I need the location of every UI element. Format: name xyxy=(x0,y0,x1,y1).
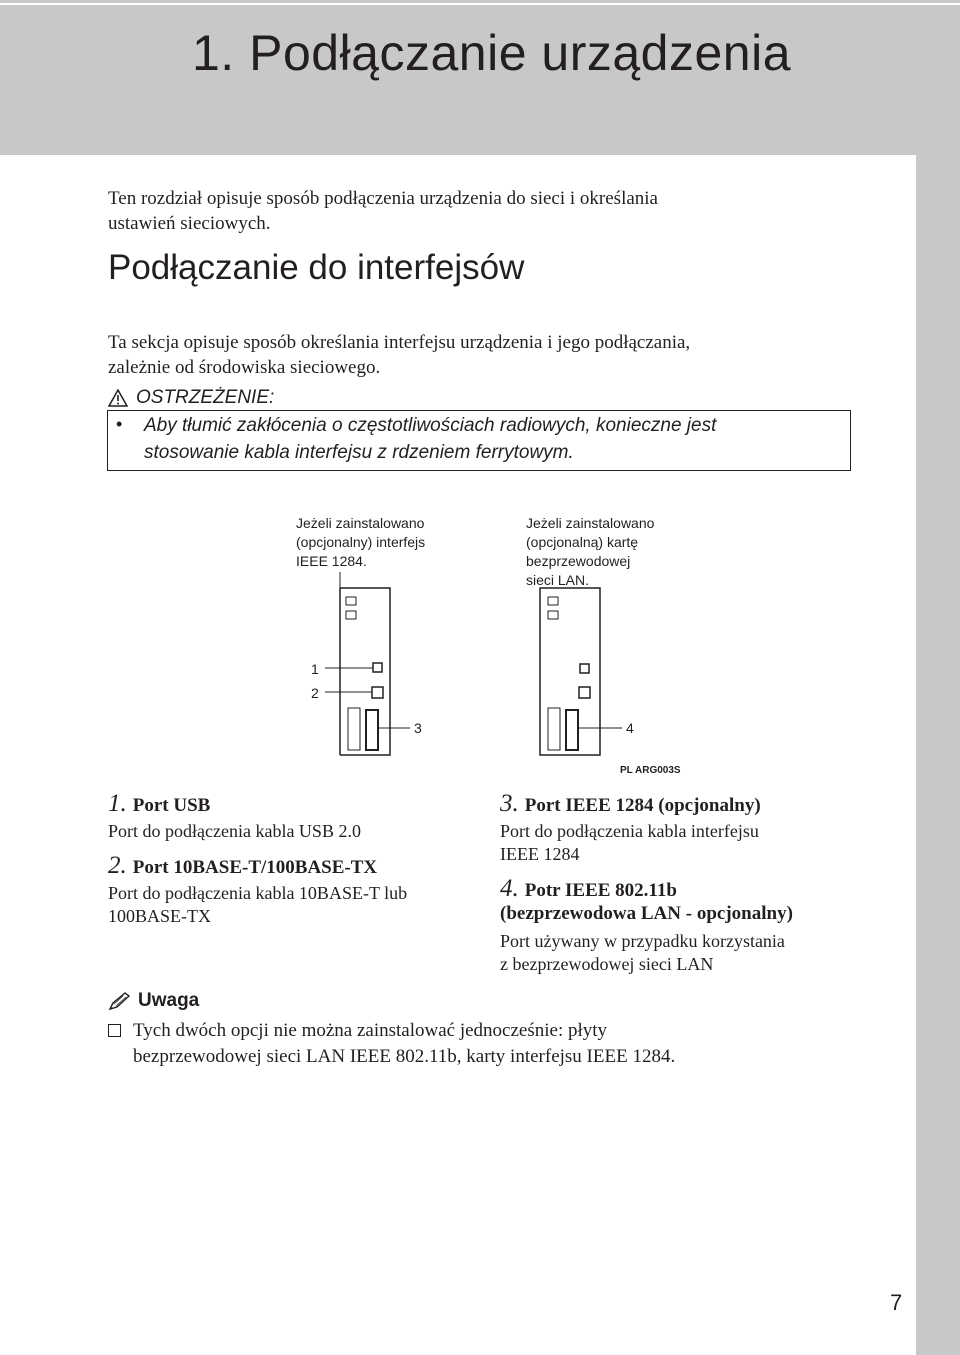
item-3-title: Port IEEE 1284 (opcjonalny) xyxy=(524,795,761,816)
item-2-desc-line-2: 100BASE-TX xyxy=(108,906,211,926)
warning-line-2: stosowanie kabla interfejsu z rdzeniem ferrytowym. xyxy=(144,442,574,463)
section-line-1: Ta sekcja opisuje sposób określania interfejsu urządzenia i jego podłączania, xyxy=(108,332,691,353)
item-4-desc-line-1: Port używany w przypadku korzystania xyxy=(500,931,785,951)
item-4-heading xyxy=(500,875,677,903)
item-2-title: Port 10BASE-T/100BASE-TX xyxy=(132,857,378,878)
pencil-note-icon xyxy=(108,991,132,1011)
note-heading-text: Uwaga xyxy=(138,990,200,1011)
warning-heading-text: OSTRZEŻENIE: xyxy=(136,387,275,408)
callout-2: 2 xyxy=(311,685,319,701)
right-caption-line-2: (opcjonalną) kartę xyxy=(526,534,639,550)
note-text xyxy=(133,1018,833,1070)
item-2-heading xyxy=(108,852,377,880)
section-heading: Podłączanie do interfejsów xyxy=(108,248,525,287)
item-4-title-line-2: (bezprzewodowa LAN - opcjonalny) xyxy=(500,903,793,924)
warning-bullet: • xyxy=(116,414,123,434)
chapter-title: 1. Podłączanie urządzenia xyxy=(192,25,791,81)
left-caption-line-2: (opcjonalny) interfejs xyxy=(296,534,426,550)
item-3-desc-line-1: Port do podłączenia kabla interfejsu xyxy=(500,821,759,841)
right-caption-line-1: Jeżeli zainstalowano xyxy=(526,515,655,531)
item-1-number: 1. xyxy=(108,790,127,817)
item-4-title: Potr IEEE 802.11b xyxy=(524,880,677,901)
figure-code: PL ARG003S xyxy=(620,765,681,776)
callout-4: 4 xyxy=(626,720,634,736)
right-device-panel xyxy=(540,588,600,755)
warning-line-1: Aby tłumić zakłócenia o częstotliwościach radiowych, konieczne jest xyxy=(144,415,717,436)
intro-line-1: Ten rozdział opisuje sposób podłączenia urządzenia do sieci i określania xyxy=(108,188,658,209)
callout-3: 3 xyxy=(414,720,422,736)
item-3-number: 3. xyxy=(500,790,519,817)
usb-port-icon xyxy=(373,663,382,672)
page-number: 7 xyxy=(890,1290,903,1315)
note-checkbox-icon xyxy=(108,1024,121,1037)
wireless-lan-port-icon xyxy=(566,710,578,750)
left-caption-line-3: IEEE 1284. xyxy=(296,553,367,569)
item-2-desc-line-1: Port do podłączenia kabla 10BASE-T lub xyxy=(108,883,408,903)
ethernet-port-icon xyxy=(372,687,383,698)
item-1-desc: Port do podłączenia kabla USB 2.0 xyxy=(108,821,361,841)
item-1-title: Port USB xyxy=(132,795,211,816)
ieee1284-port-icon xyxy=(366,710,378,750)
intro-line-2: ustawień sieciowych. xyxy=(108,213,271,234)
section-line-2: zależnie od środowiska sieciowego. xyxy=(108,357,381,378)
note-line-2: bezprzewodowej sieci LAN IEEE 802.11b, karty interfejsu IEEE 1284. xyxy=(133,1046,676,1067)
right-caption-line-4: sieci LAN. xyxy=(526,572,590,588)
right-caption-line-3: bezprzewodowej xyxy=(526,553,631,569)
note-line-1: Tych dwóch opcji nie można zainstalować jednocześnie: płyty xyxy=(133,1020,608,1041)
item-2-number: 2. xyxy=(108,852,127,879)
left-device-panel xyxy=(340,588,390,755)
note-heading xyxy=(108,990,199,1012)
item-1-heading xyxy=(108,790,210,818)
item-4-desc-line-2: z bezprzewodowej sieci LAN xyxy=(500,954,714,974)
item-3-desc-line-2: IEEE 1284 xyxy=(500,844,580,864)
item-3-heading xyxy=(500,790,761,818)
item-4-number: 4. xyxy=(500,875,519,902)
callout-1: 1 xyxy=(311,661,319,677)
left-caption-line-1: Jeżeli zainstalowano xyxy=(296,515,425,531)
